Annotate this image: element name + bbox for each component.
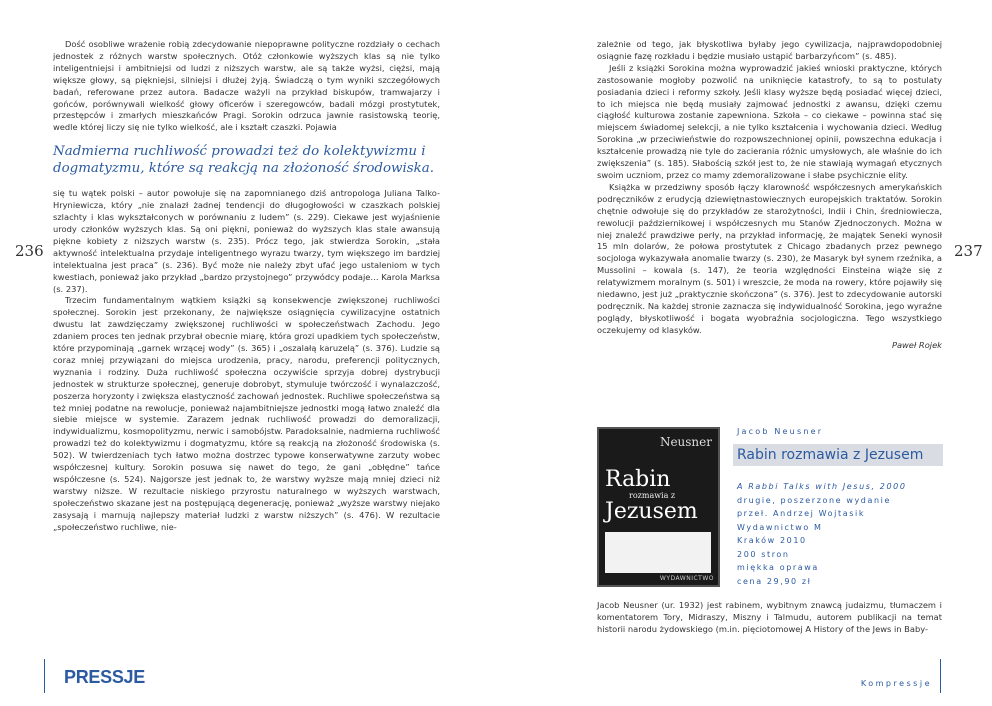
right-paragraph-1: zależnie od tego, jak błyskotliwa byłaby jego cywilizacja, najprawdopodobniej osiągnie fazę rozkładu i będzie musiało ustąpić barbarzyńcom” (s. 485).: [597, 39, 942, 61]
book-detail-place-year: Kraków 2010: [737, 536, 807, 545]
cover-title-line-2: rozmawia z: [629, 491, 676, 500]
review-signature: Paweł Rojek: [891, 339, 942, 350]
footer-rule-right: [940, 659, 941, 693]
cover-author: Neusner: [659, 435, 712, 449]
left-paragraph-3: Trzecim fundamentalnym wątkiem książki są konsekwencje zwiększonej ruchliwości społecznej. Sorokin jest przekonany, że największe osiągnięcia cywilizacyjne ostatnich dwustu lat zawdzięczamy zwiększonej ruchliwości w społeczeństwach Zachodu. Jego zdaniem proces ten jednak przybrał obecnie miarę, która grozi upadkiem tych społeczeństw, które przypominają „garnek wrzącej wody” (s. 365) i „oszalałą karuzelą” (s. 376). Ludzie są coraz mniej przywiązani do miejsca urodzenia, pracy, narodu, preferencji politycznych, wyznania i rodziny. Duża ruchliwość społeczna oczywiście sprzyja dobrej dystrybucji jednostek w strukturze społecznej, generuje dobrobyt, stymuluje twórczość i wynalazczość, poszerza horyzonty i zwiększa elastyczność zachowań jednostek. Ruchliwe społeczeństwa są też mniej podatne na rewolucje, ponieważ najambitniejsze jednostki mogą łatwo znaleźć dla siebie miejsce w systemie. Zarazem jednak ruchliwość prowadzi do demoralizacji, indywidualizmu, kosmopolityzmu, nerwic i samobójstw. Paradoksalnie, nadmierna ruchliwość prowadzi też do kolektywizmu i dogmatyzmu, które są reakcją na złożoność środowiska (s. 502). W twierdzeniach tych łatwo można dostrzec typowe konserwatywne zarzuty wobec współczesnej kultury. Sorokin posuwa się nawet do tego, że gani „obłędne” tańce współczesne (s. 524). Najgorsze jest jednak to, że warstwy wyższe mają mniej dzieci niż warstwy niższe. W rezultacie niskiego przyrostu naturalnego w wyższych warstwach, społeczeństwo skazane jest na postępującą degenerację, ponieważ „wyższe warstwy niejako zasysają i marnują najlepszy materiał ludzki z warstw niższych” (s. 476). W rezultacie „społeczeństwo ruchliwe, nie-: [53, 295, 440, 532]
book-review-intro: [597, 600, 942, 636]
book-info: [733, 427, 943, 588]
book-title: Rabin rozmawia z Jezusem: [733, 444, 943, 466]
left-paragraph-1: Dość osobliwe wrażenie robią zdecydowanie niepoprawne polityczne rozdziały o cechach jednostek z różnych warstw społecznych. Otóż członkowie wyższych klas są nie tylko inteligentniejsi i ambitniejsi od ludzi z niższych warstw, ale są także wyżsi, ciężsi, mają większe głowy, są piękniejsi, silniejsi i dłużej żyją. Świadczą o tym wyniki szczegółowych badań, referowane przez autora. Badacze ważyli na przykład biskupów, tramwajarzy i gońców, porównywali wielkość głowy oficerów i szeregowców, badali mózgi prostytutek, przestępców i zmarłych mieszkańców Pragi. Sorokin odrzuca jawnie rasistowską teorię, wedle której liczy się nie tylko wielkość, ale i kształt czaszki. Pojawia: [53, 39, 440, 133]
book-detail-price: cena 29,90 zł: [737, 576, 812, 586]
cover-title-line-3: Jezusem: [605, 499, 698, 524]
book-detail-translator: przeł. Andrzej Wojtasik: [737, 509, 866, 518]
right-paragraph-2: Jeśli z książki Sorokina można wyprowadzić jakieś wnioski praktyczne, których zastosowanie mogłoby pozwolić na uniknięcie katastrofy, to są to postulaty posiadania dzieci i reformy szkoły. Jeśli klasy wyższe będą posiadać więcej dzieci, to ich miejsca nie będą musiały zajmować jednostki z awansu, dzięki czemu ciągłość kulturowa zostanie zapewniona. Szkoła – co ciekawe – powinna stać się miejscem świadomej selekcji, a nie tylko kształcenia i wychowania dzieci. Według Sorokina „w przeciwieństwie do rozpowszechnionej opinii, powszechna edukacja i kształcenie prowadzą nie tyle do zacierania różnic umysłowych, ale właśnie do ich zwiększenia” (s. 185). Słabością szkół jest to, że nie stawiają wymagań etycznych swoim uczniom, przez co mamy zdemoralizowane i słabe psychicznie elity.: [597, 62, 942, 180]
right-paragraph-3: Książka w przedziwny sposób łączy klarowność współczesnych amerykańskich podręczników z erudycją dziewiętnastowiecznych europejskich traktatów. Sorokin chętnie odwołuje się do przykładów ze starożytności, Indii i Chin, średniowiecza, rewolucji październikowej i współczesnych mu Stanów Zjednoczonych. Można w niej znaleźć prawdziwe perły, na przykład informację, że majątek Seneki wynosił 15 mln dolarów, że połowa prostytutek z Chicago zbadanych przez pewnego socjologa wykazywała anomalie twarzy (s. 230), że Masaryk był synem rzeźnika, a Mussolini – kowala (s. 147), że teoria względności Einsteina wiąże się z relatywizmem moralnym (s. 501) i wreszcie, że moda na rowery, które pojawiły się niedawno, jest już „praktycznie skończona” (s. 376). Jest to zdecydowanie autorski podręcznik. Na każdej stronie zaznacza się indywidualność Sorokina, jego wyraźne poglądy, błyskotliwość i bogata wyobraźnia socjologiczna. Tego wszystkiego oczekujemy od klasyków.: [597, 181, 942, 335]
cover-blurb-box: [605, 532, 711, 573]
section-name: Kompressje: [860, 679, 932, 688]
book-author: Jacob Neusner: [737, 427, 824, 436]
book-detail-binding: miękka oprawa: [737, 563, 819, 572]
cover-publisher: WYDAWNICTWO: [659, 575, 714, 582]
book-detail-original: A Rabbi Talks with Jesus, 2000: [737, 482, 907, 491]
book-cover-image: [597, 427, 720, 587]
book-detail-publisher: Wydawnictwo M: [737, 522, 823, 532]
book-review-paragraph: Jacob Neusner (ur. 1932) jest rabinem, wybitnym znawcą judaizmu, tłumaczem i komentatorem Tory, Midraszy, Miszny i Talmudu, autorem publikacji na temat historii narodu żydowskiego (m.in. pięciotomowej A History of the Jews in Baby-: [597, 600, 942, 634]
pull-quote: Nadmierna ruchliwość prowadzi też do kolektywizmu i dogmatyzmu, które są reakcją na złożoność środowiska.: [53, 144, 434, 177]
pressje-logo: PRESSJE: [64, 667, 145, 687]
left-paragraph-2: się tu wątek polski – autor powołuje się na zapomnianego dziś antropologa Juliana Talko-Hryniewicza, który „nie znalazł żadnej tendencji do długogłowości w czaszkach polskiej szlachty i klas wykształconych w porównaniu z ludem” (s. 229). Ciekawe jest wyjaśnienie urody członków wyższych klas. Są oni piękni, ponieważ do wyższych klas stale awansują piękne kobiety z niższych warstw (s. 235). Prócz tego, jak stwierdza Sorokin, „stała aktywność intelektualna przydaje inteligentnego wyrazu twarzy, tym większego im bardziej intelektualna jest praca” (s. 236). Być może nie należy zbyt ufać jego ustaleniom w tych kwestiach, ponieważ jako przykład „bardzo przystojnego” przywódcy podaje… Karola Marksa (s. 237).: [53, 188, 440, 294]
page-number-right: 237: [954, 242, 983, 260]
book-detail-edition: drugie, poszerzone wydanie: [737, 495, 891, 505]
cover-title-line-1: Rabin: [605, 467, 671, 492]
left-column: [53, 39, 440, 534]
book-details: [737, 480, 943, 588]
right-column: [597, 39, 942, 352]
page-number-left: 236: [15, 242, 44, 260]
book-detail-pages: 200 stron: [737, 549, 790, 559]
footer-rule-left: [44, 659, 45, 693]
